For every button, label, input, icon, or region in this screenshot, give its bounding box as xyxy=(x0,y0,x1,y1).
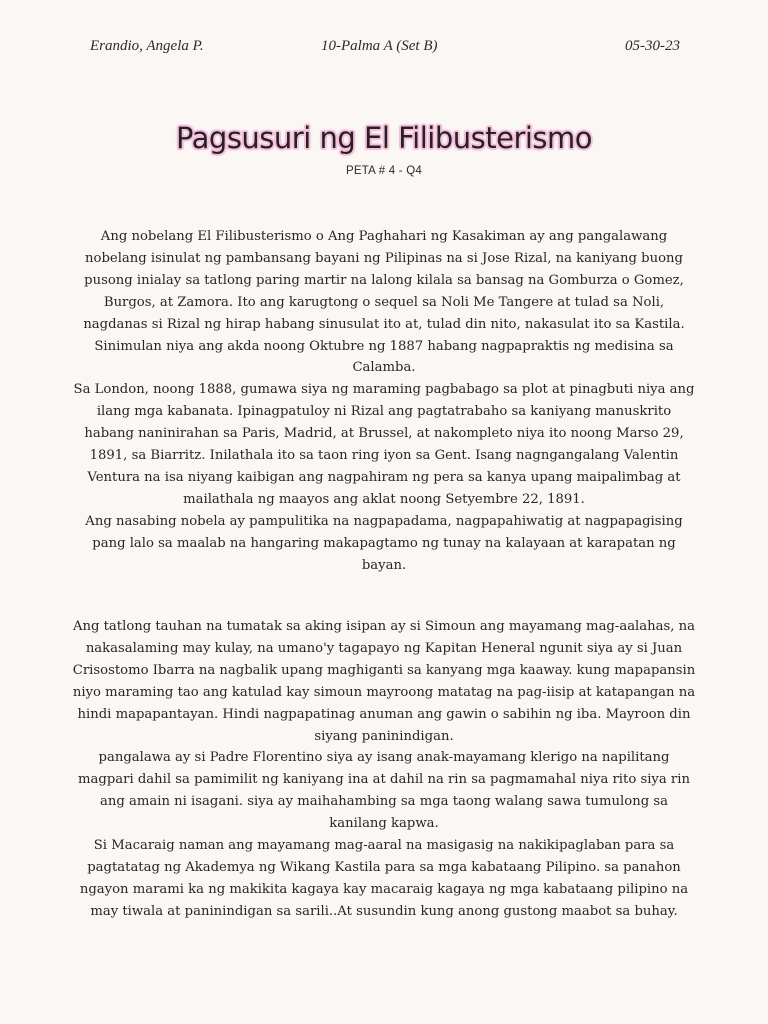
paragraph: Sa London, noong 1888, gumawa siya ng maraming pagbabago sa plot at pinagbuti niya ang ilang mga kabanata. Ipinagpatuloy ni Rizal ang pagtatrabaho sa kaniyang manuskrito habang naninirahan sa Paris, Madrid, at Brussel, at nakompleto niya ito noong Marso 29, 1891, sa Biarritz. Inilathala ito sa taon ring iyon sa Gent. Isang nagngangalang Valentin Ventura na isa niyang kaibigan ang nagpahiram ng pera sa kanya upang maipalimbag at mailathala ng maayos ang aklat noong Setyembre 22, 1891. xyxy=(73,382,695,507)
body-block-characters xyxy=(72,616,696,923)
date-label: 05-30-23 xyxy=(625,38,680,54)
document-subtitle: PETA # 4 - Q4 xyxy=(346,165,422,177)
document-title: Pagsusuri ng El Filibusterismo xyxy=(175,121,593,155)
student-name: Erandio, Angela P. xyxy=(90,38,204,54)
paragraph: pangalawa ay si Padre Florentino siya ay isang anak-mayamang klerigo na napilitang magpari dahil sa pamimilit ng kaniyang ina at dahil na rin sa pagmamahal niya rito siya rin ang amain ni isagani. siya ay maihahambing sa mga taong walang sawa tumulong sa kanilang kapwa. xyxy=(78,750,690,832)
paragraph: Ang nobelang El Filibusterismo o Ang Paghahari ng Kasakiman ay ang pangalawang nobelang isinulat ng pambansang bayani ng Pilipinas na si Jose Rizal, na kaniyang buong pusong inialay sa tatlong paring martir na lalong kilala sa bansag na Gomburza o Gomez, Burgos, at Zamora. Ito ang karugtong o sequel sa Noli Me Tangere at tulad sa Noli, nagdanas si Rizal ng hirap habang sinusulat ito at, tulad din nito, nakasulat ito sa Kastila. Sinimulan niya ang akda noong Oktubre ng 1887 habang nagpapraktis ng medisina sa Calamba. xyxy=(83,229,685,376)
page-header xyxy=(90,38,680,60)
paragraph: Ang nasabing nobela ay pampulitika na nagpapadama, nagpapahiwatig at nagpapagising pang lalo sa maalab na hangaring makapagtamo ng tunay na kalayaan at karapatan ng bayan. xyxy=(85,513,683,573)
body-block-history xyxy=(72,226,696,577)
paragraph: Si Macaraig naman ang mayamang mag-aaral na masigasig na nakikipaglaban para sa pagtatatag ng Akademya ng Wikang Kastila para sa mga kabataang Pilipino. sa panahon ngayon marami ka ng makikita kagaya kay macaraig kagaya ng mga kabataang pilipino na may tiwala at paninindigan sa sarili..At susundin kung anong gustong maabot sa buhay. xyxy=(79,838,689,919)
class-section: 10-Palma A (Set B) xyxy=(321,38,438,54)
paragraph: Ang tatlong tauhan na tumatak sa aking isipan ay si Simoun ang mayamang mag-aalahas, na nakasalaming may kulay, na umano'y tagapayo ng Kapitan Heneral ngunit siya ay si Juan Crisostomo Ibarra na nagbalik upang maghiganti sa kanyang mga kaaway. kung mapapansin niyo maraming tao ang katulad kay simoun mayroong matatag na pag-iisip at katapangan na hindi mapapantayan. Hindi nagpapatinag anuman ang gawin o sabihin ng iba. Mayroon din siyang paninindigan. xyxy=(72,619,696,744)
